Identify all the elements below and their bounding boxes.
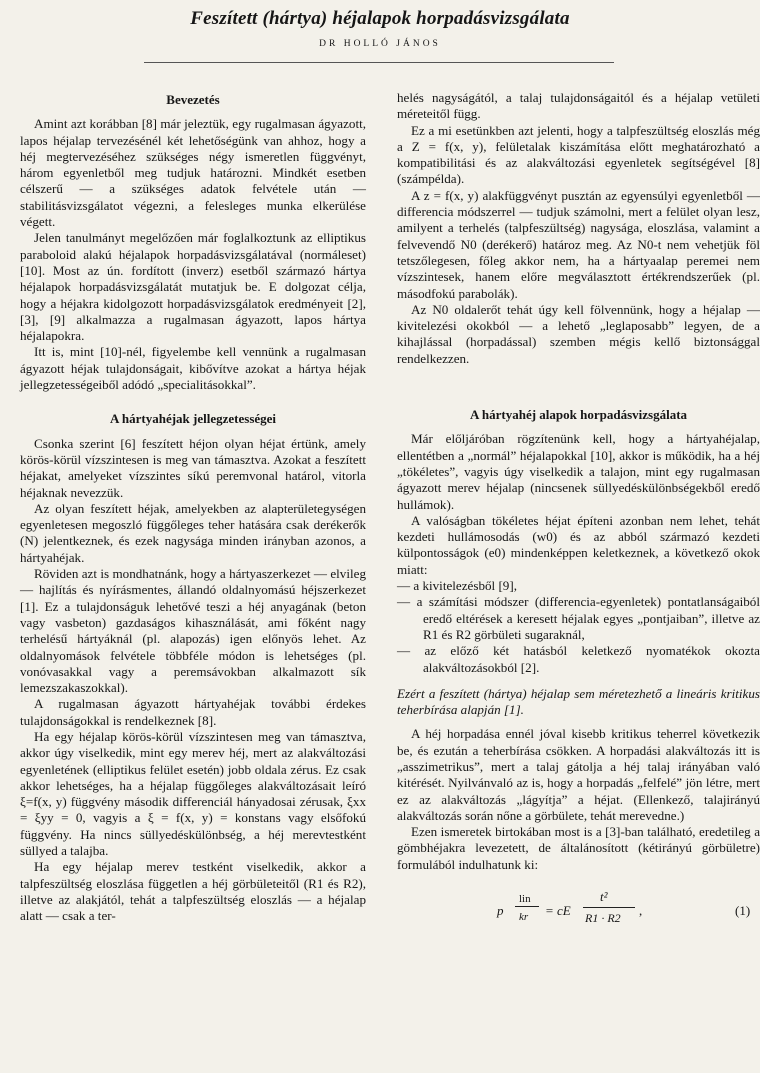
paragraph: A rugalmasan ágyazott hártyahéjak további érdekes tulajdonságokkal is rendelkeznek [8]. [20, 696, 366, 728]
left-column [20, 90, 366, 925]
paragraph: Ha egy héjalap merev testként viselkedik, akkor a talpfeszültség eloszlása független a héj görbületeitől (R1 és R2), illetve az alakjától, tehát a talpfeszültség eloszlás — a héjalap alatt — csak a ter- [20, 859, 366, 924]
paragraph: A héj horpadása ennél jóval kisebb kritikus teherrel következik be, és ezután a teherbírása csökken. A horpadási alakváltozás itt is „asszimetrikus”, mert a talaj gátolja a héj talaj irányában való kitérését. Nyilvánvaló az is, hogy a horpadás „felfelé” jön létre, mert ez az alakváltozás „lágyítja” a héjat. (Ellenkező, talajirányú alakváltozás során nőne a görbülete, tehát merevedne.) [397, 726, 760, 823]
paragraph: Csonka szerint [6] feszített héjon olyan héjat értünk, amely körös-körül vízszintesen is meg van támasztva. Azokat a feszített héjakat, amelyeket vízszintes síkú peremvonal határol, vitorla héjaknak nevezzük. [20, 435, 366, 500]
paragraph: helés nagyságától, a talaj tulajdonságaitól és a héjalap vetületi méreteitől függ. [397, 90, 760, 122]
italic-statement: Ezért a feszített (hártya) héjalap sem méretezhető a lineáris kritikus teherbírása alapján [1]. [397, 685, 760, 718]
section-heading-membrane-characteristics: A hártyahéjak jellegzetességei [109, 411, 277, 427]
cause-list [397, 578, 760, 676]
eq-kr: kr [519, 911, 529, 924]
paragraph: A valóságban tökéletes héjat építeni azonban nem lehet, tehát kezdeti hullámosodás (w0) és az abból származó kezdeti külpontosságok (e0) mindenképpen keletkeznek, a következő okok miatt: [397, 512, 760, 577]
paragraph: Ha egy héjalap körös-körül vízszintesen meg van támasztva, akkor úgy viselkedik, mint egy merev héj, mert az alakváltozási egyenletének (elliptikus felület esetén) jobb oldala zérus. Ez csak akkor lehetséges, ha a héjalap függőleges alakváltozásait leíró ξ=f(x, y) függvény második differenciál hányadosai zérusak, ξxx = ξyy = 0, vagyis a ξ = f(x, y) = konstans vagy elsőfokú függvény. Ha nincs süllyedéskülönbség, a héj merevtestként süllyed a talajba. [20, 728, 366, 859]
list-item: — a kivitelezésből [9], [397, 578, 517, 594]
paragraph: Az olyan feszített héjak, amelyekben az alapterületegységen egyenletesen megoszló függőleges teher hatására csak derékerők (N) jelentkeznek, és ezek nagysága minden irányban azonos, a hártyahéjak. [20, 500, 366, 565]
paragraph: Amint azt korábban [8] már jeleztük, egy rugalmasan ágyazott, lapos héjalap tervezésénél két lehetőségünk van ahhoz, hogy a héj megtervezéséhez szükséges négy ismeretlen függvényt, három egyenletből meg tudjuk határozni. Mindkét esetben célszerű — a szükséges adatok felvétele után — stabilitásvizsgálatot végezni, a felesleges munka elkerülése végett. [20, 116, 366, 230]
equation-1 [397, 889, 760, 937]
right-column [397, 90, 760, 937]
paragraph: Ezen ismeretek birtokában most is a [3]-ban található, eredetileg a gömbhéjakra levezetett, de általánosított (kétirányú görbületre) formulából indulhatunk ki: [397, 824, 760, 872]
eq-comma: , [639, 903, 643, 919]
paragraph: Az N0 oldalerőt tehát úgy kell fölvennünk, hogy a héjalap — kivitelezési okokból — a lehető „leglaposabb” legyen, de a kihajlással (horpadással) szemben mégis kellő biztonsággal rendelkezzen. [397, 301, 760, 366]
eq-mid: = cE [545, 903, 571, 919]
paragraph: A z = f(x, y) alakfüggvényt pusztán az egyensúlyi egyenletből — differencia módszerrel — tudjuk számolni, mert a felület olyan lesz, amilyent a terhelés (talpfeszültség) nagysága, eloszlása, valamint a felvevendő N0 (derékerő) határoz meg. Az N0-t nem vehetjük föl tetszőlegesen, főleg akkor nem, ha a hártyaalap peremei nem vízszintesek, hanem előre megválasztott értékrendszerűek (pl. másodfokú parabolák). [397, 187, 760, 301]
equation-number: (1) [735, 903, 751, 919]
eq-p: p [497, 903, 504, 919]
eq-lin: lin [519, 893, 531, 906]
list-item: — a számítási módszer (differencia-egyenletek) pontatlanságaiból eredő eltérések a keresett héjalak egyes „pontjaiban”, illetve az R1 és R2 görbületi sugaraknál, [397, 594, 760, 642]
paragraph: Már előljáróban rögzítenünk kell, hogy a hártyahéjalap, ellentétben a „normál” héjalapokkal [10], akkor is működik, ha a héj „tökéletes”, vagyis úgy viselkedik a talajon, mint egy rugalmasan ágyazott merev héjalap (nincsenek süllyedéskülönbségekből eredő hullámok). [397, 431, 760, 512]
section-heading-buckling-analysis: A hártyahéj alapok horpadásvizsgálata [469, 407, 688, 423]
paragraph: Röviden azt is mondhatnánk, hogy a hártyaszerkezet — elvileg — hajlítás és nyírásmentes, állandó oldalnyomású héjszerkezet [1]. Ez a tulajdonságuk lehetővé teszi a héj anyagának (beton vagy vasbeton) gazdaságos kihasználását, ami főként nagy terhelésű hártyáknál (pl. alapozás) igen előnyös lehet. Az oldalnyomások felvétele többféle módon is lehetséges (pl. vonóvasakkal vagy a peremsávokban alkalmazott sík lemezszakaszokkal). [20, 566, 366, 696]
list-item: — az előző két hatásból keletkező nyomatékok okozta alakváltozásokból [2]. [397, 643, 760, 675]
paragraph: Ez a mi esetünkben azt jelenti, hogy a talpfeszültség eloszlás még a Z = f(x, y), felületalak kiszámítása előtt meghatározható a kompatibilitási és az alakváltozási egyenletek segítségével [8] (számpélda). [397, 122, 760, 187]
paragraph: Itt is, mint [10]-nél, figyelembe kell vennünk a rugalmasan ágyazott héjak tulajdonságait, kibővítve azokat a hártya héjak jellegzetességeiből adódó „specialitásokkal”. [20, 344, 366, 393]
section-heading-introduction: Bevezetés [166, 92, 220, 107]
eq-numerator: t² [600, 889, 608, 905]
author-line: DR HOLLÓ JÁNOS [319, 39, 441, 49]
article-title: Feszített (hártya) héjalapok horpadásvizsgálata [190, 8, 570, 29]
paragraph: Jelen tanulmányt megelőzően már foglalkoztunk az elliptikus paraboloid alakú héjalapok horpadásvizsgálatával (normáleset) [10]. Most az ún. fordított (inverz) esetből származó hártya héjalapok horpadásvizsgálatát mutatjuk be. E dolgozat célja, hogy a héjakra kidolgozott horpadásvizsgálatok eredményeit [2], [3], [9] alkalmazza a rugalmasan ágyazott, lapos hártya héjalapokra. [20, 230, 366, 344]
eq-denominator: R1 · R2 [585, 911, 621, 926]
title-rule [144, 62, 614, 63]
